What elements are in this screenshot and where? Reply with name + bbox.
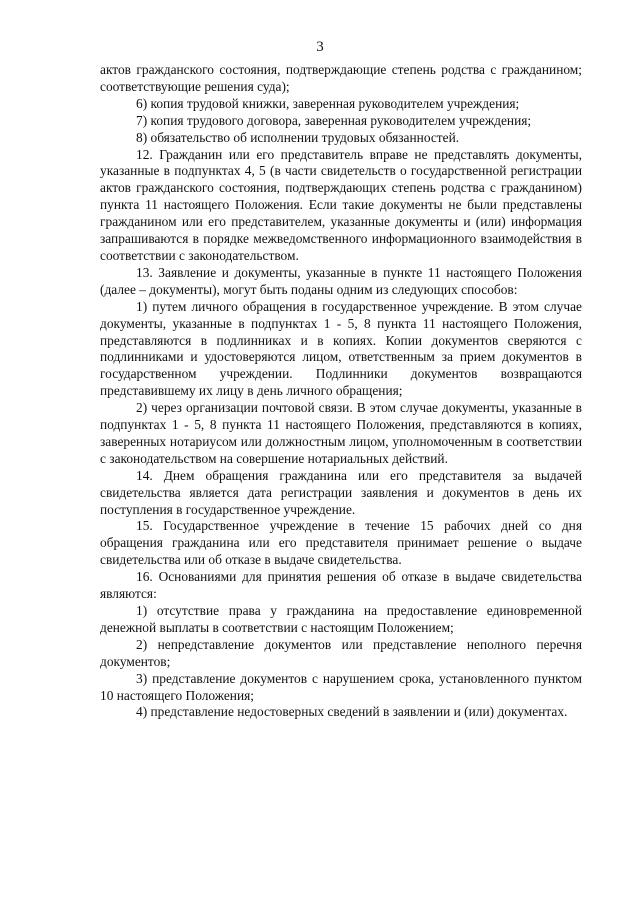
list-item-6: 6) копия трудовой книжки, заверенная руководителем учреждения;	[136, 95, 520, 111]
list-item-8: 8) обязательство об исполнении трудовых обязанностей.	[136, 129, 460, 145]
list-item-7: 7) копия трудового договора, заверенная руководителем учреждения;	[136, 112, 532, 128]
paragraph-continuation: актов гражданского состояния, подтверждающие степень родства с гражданином; соответствующие решения суда);	[100, 62, 582, 94]
clause-16-item-2: 2) непредставление документов или представление неполного перечня документов;	[100, 636, 582, 669]
clause-13: 13. Заявление и документы, указанные в пункте 11 настоящего Положения (далее – документы), могут быть поданы одним из следующих способов:	[100, 264, 582, 297]
clause-13-item-1: 1) путем личного обращения в государственное учреждение. В этом случае документы, указанные в подпунктах 1 - 5, 8 пункта 11 настоящего Положения, представляются в подлинниках и в копиях. Копии документов сверяются с подлинниками и удостоверяются лицом, ответственным за прием документов в государственном учреждении. Подлинники документов возвращаются представившему их лицу в день личного обращения;	[100, 298, 582, 399]
clause-14: 14. Днем обращения гражданина или его представителя за выдачей свидетельства является дата регистрации заявления и документов в день их поступления в государственное учреждение.	[100, 467, 582, 517]
page-number: 3	[316, 39, 324, 55]
clause-16-item-1: 1) отсутствие права у гражданина на предоставление единовременной денежной выплаты в соответствии с настоящим Положением;	[100, 603, 582, 635]
clause-12: 12. Гражданин или его представитель вправе не представлять документы, указанные в подпунктах 4, 5 (в части свидетельств о государственной регистрации актов гражданского состояния, подтверждающих степень родства с гражданином) пункта 11 настоящего Положения. Если такие документы не были представлены гражданином или его представителем, указанные документы и (или) информация запрашиваются в порядке межведомственного информационного взаимодействия в соответствии с законодательством.	[100, 146, 582, 263]
clause-15: 15. Государственное учреждение в течение 15 рабочих дней со дня обращения гражданина или его представителя принимает решение о выдаче свидетельства или об отказе в выдаче свидетельства.	[100, 518, 582, 568]
clause-16: 16. Основаниями для принятия решения об отказе в выдаче свидетельства являются:	[100, 569, 582, 602]
clause-13-item-2: 2) через организации почтовой связи. В этом случае документы, указанные в подпунктах 1 - 5, 8 пункта 11 настоящего Положения, представляются в копиях, заверенных нотариусом или должностным лицом, уполномоченным в соответствии с законодательством на совершение нотариальных действий.	[100, 400, 582, 466]
clause-16-item-3: 3) представление документов с нарушением срока, установленного пунктом 10 настоящего Положения;	[100, 670, 582, 703]
clause-16-item-4: 4) представление недостоверных сведений в заявлении и (или) документах.	[136, 704, 568, 720]
document-body	[100, 62, 582, 721]
